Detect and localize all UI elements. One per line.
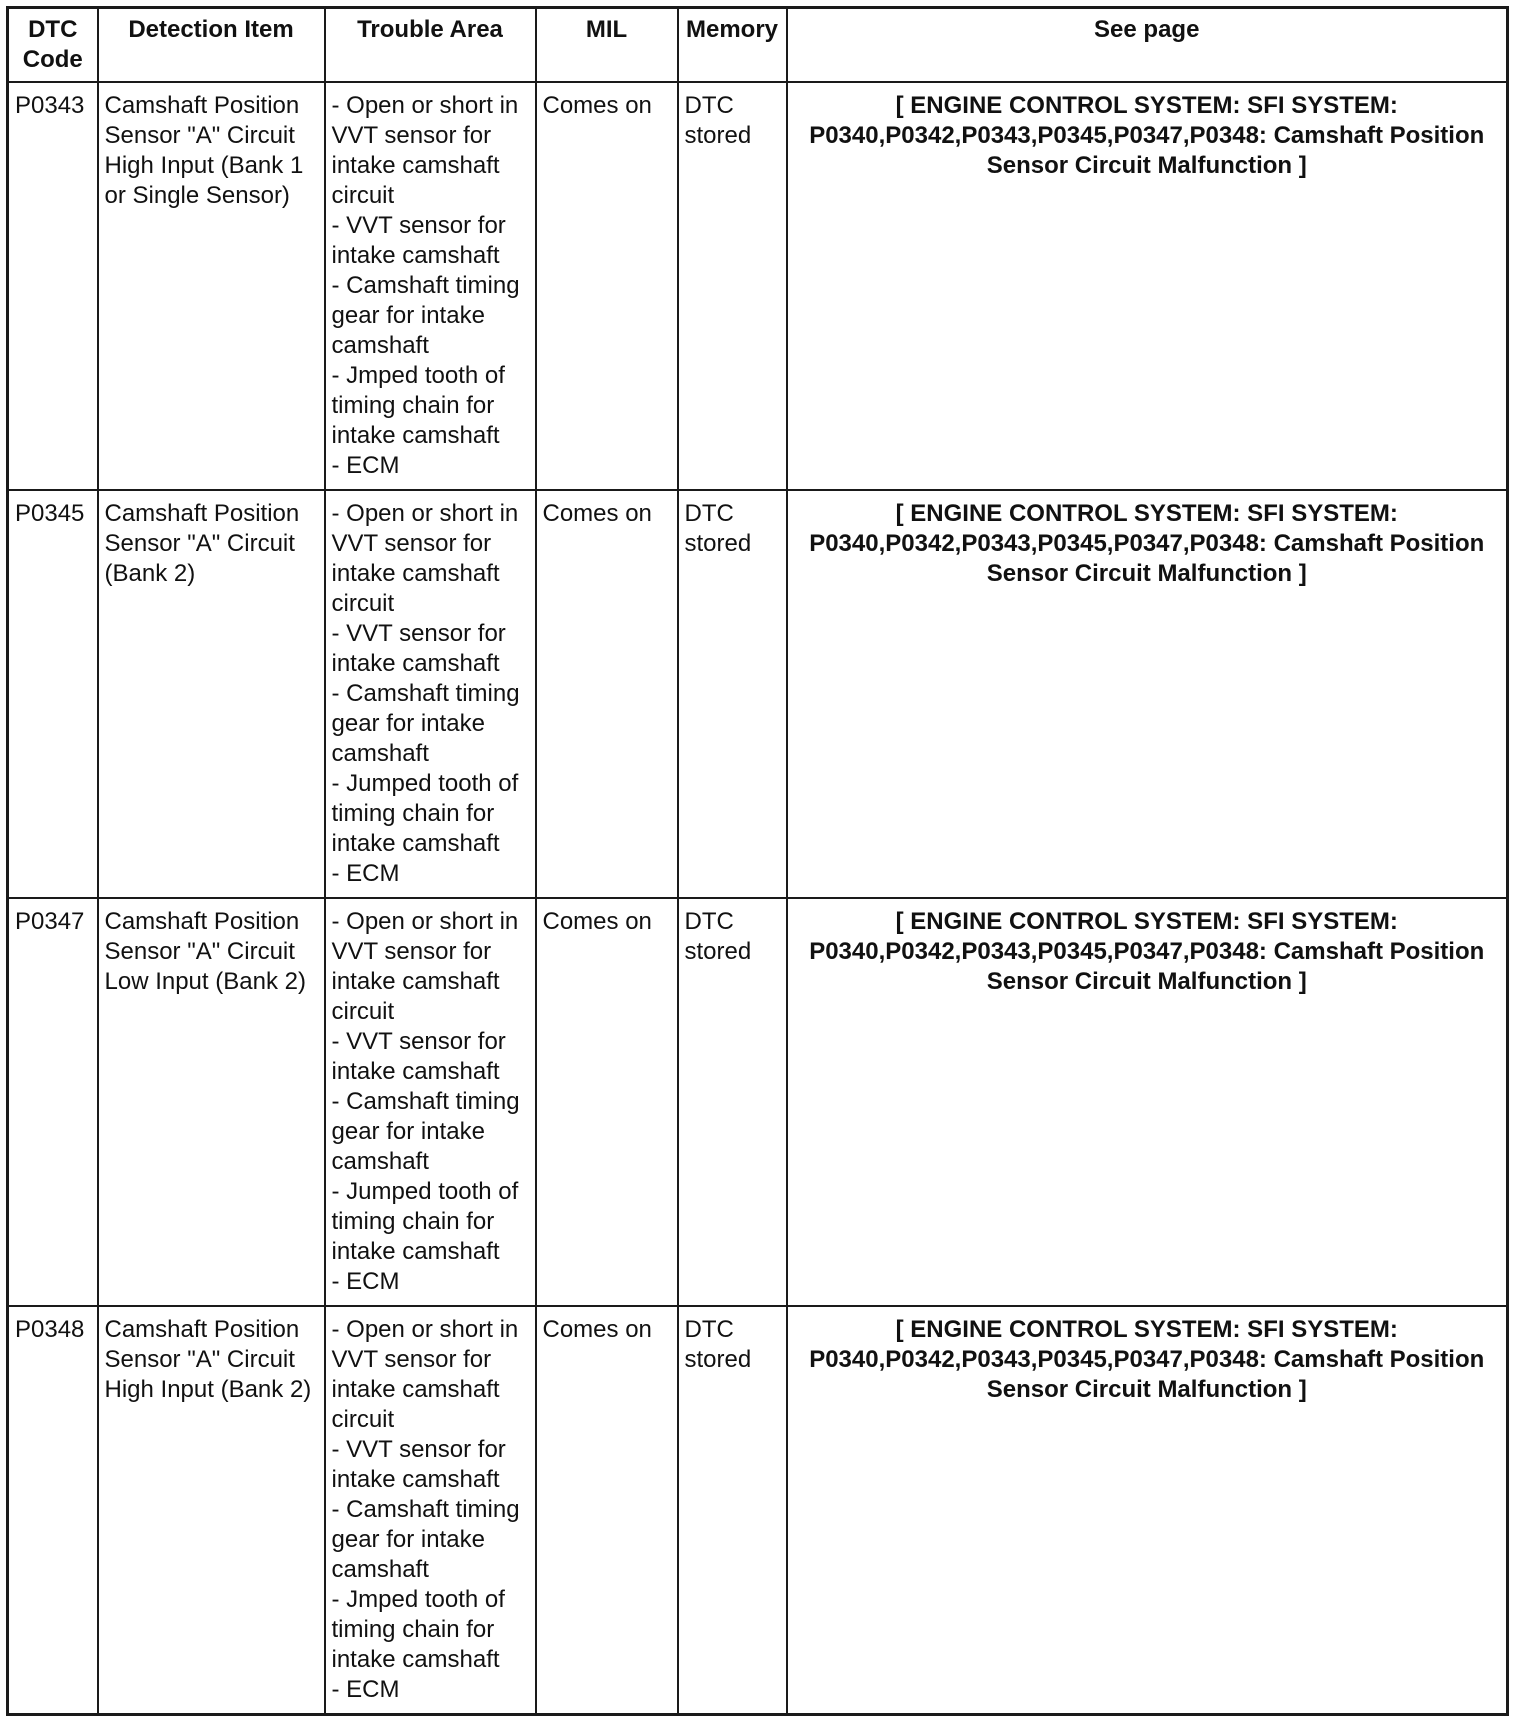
- see-page-link[interactable]: [ ENGINE CONTROL SYSTEM: SFI SYSTEM: P0340,P0342,P0343,P0345,P0347,P0348: Camshaft Position Sensor Circuit Malfunction ]: [787, 490, 1508, 898]
- trouble-area-line: - ECM: [331, 1676, 400, 1703]
- memory-cell: DTC stored: [678, 1306, 787, 1715]
- detection-item-cell: Camshaft Position Sensor "A" Circuit (Bank 2): [98, 490, 325, 898]
- trouble-area-line: - ECM: [331, 452, 400, 479]
- dtc-code-cell: P0347: [8, 898, 98, 1306]
- trouble-area-line: - ECM: [331, 1268, 400, 1295]
- header-see-page: See page: [787, 8, 1508, 83]
- trouble-area-line: - VVT sensor for intake camshaft: [331, 212, 506, 269]
- memory-cell: DTC stored: [678, 490, 787, 898]
- header-dtc-code: DTC Code: [8, 8, 98, 83]
- detection-item-cell: Camshaft Position Sensor "A" Circuit High Input (Bank 2): [98, 1306, 325, 1715]
- trouble-area-line: - Camshaft timing gear for intake camshaft: [331, 1088, 520, 1175]
- table-row: [8, 1306, 1508, 1715]
- table-row: [8, 490, 1508, 898]
- mil-cell: Comes on: [536, 1306, 678, 1715]
- trouble-area-line: - Open or short in VVT sensor for intake camshaft circuit: [331, 908, 519, 1025]
- trouble-area-line: - Open or short in VVT sensor for intake camshaft circuit: [331, 92, 519, 209]
- trouble-area-cell: [325, 82, 536, 490]
- table-row: [8, 898, 1508, 1306]
- header-mil: MIL: [536, 8, 678, 83]
- dtc-code-cell: P0348: [8, 1306, 98, 1715]
- see-page-link[interactable]: [ ENGINE CONTROL SYSTEM: SFI SYSTEM: P0340,P0342,P0343,P0345,P0347,P0348: Camshaft Position Sensor Circuit Malfunction ]: [787, 898, 1508, 1306]
- dtc-code-cell: P0345: [8, 490, 98, 898]
- trouble-area-line: - Camshaft timing gear for intake camshaft: [331, 680, 520, 767]
- trouble-area-line: - Open or short in VVT sensor for intake camshaft circuit: [331, 1316, 519, 1433]
- memory-cell: DTC stored: [678, 82, 787, 490]
- detection-item-cell: Camshaft Position Sensor "A" Circuit High Input (Bank 1 or Single Sensor): [98, 82, 325, 490]
- see-page-link[interactable]: [ ENGINE CONTROL SYSTEM: SFI SYSTEM: P0340,P0342,P0343,P0345,P0347,P0348: Camshaft Position Sensor Circuit Malfunction ]: [787, 82, 1508, 490]
- detection-item-cell: Camshaft Position Sensor "A" Circuit Low Input (Bank 2): [98, 898, 325, 1306]
- trouble-area-line: - Jmped tooth of timing chain for intake camshaft: [331, 1586, 505, 1673]
- trouble-area-cell: [325, 490, 536, 898]
- mil-cell: Comes on: [536, 898, 678, 1306]
- header-trouble-area: Trouble Area: [325, 8, 536, 83]
- trouble-area-line: - ECM: [331, 860, 400, 887]
- dtc-table: [6, 6, 1509, 1716]
- trouble-area-line: - Jumped tooth of timing chain for intake camshaft: [331, 770, 519, 857]
- trouble-area-line: - Open or short in VVT sensor for intake camshaft circuit: [331, 500, 519, 617]
- dtc-code-cell: P0343: [8, 82, 98, 490]
- trouble-area-cell: [325, 1306, 536, 1715]
- mil-cell: Comes on: [536, 490, 678, 898]
- trouble-area-line: - Jumped tooth of timing chain for intake camshaft: [331, 1178, 519, 1265]
- trouble-area-line: - VVT sensor for intake camshaft: [331, 620, 506, 677]
- table-row: [8, 82, 1508, 490]
- mil-cell: Comes on: [536, 82, 678, 490]
- memory-cell: DTC stored: [678, 898, 787, 1306]
- header-memory: Memory: [678, 8, 787, 83]
- trouble-area-cell: [325, 898, 536, 1306]
- trouble-area-line: - Camshaft timing gear for intake camshaft: [331, 272, 520, 359]
- header-detection-item: Detection Item: [98, 8, 325, 83]
- see-page-link[interactable]: [ ENGINE CONTROL SYSTEM: SFI SYSTEM: P0340,P0342,P0343,P0345,P0347,P0348: Camshaft Position Sensor Circuit Malfunction ]: [787, 1306, 1508, 1715]
- trouble-area-line: - Jmped tooth of timing chain for intake camshaft: [331, 362, 505, 449]
- table-header-row: [8, 8, 1508, 83]
- trouble-area-line: - VVT sensor for intake camshaft: [331, 1028, 506, 1085]
- trouble-area-line: - Camshaft timing gear for intake camshaft: [331, 1496, 520, 1583]
- trouble-area-line: - VVT sensor for intake camshaft: [331, 1436, 506, 1493]
